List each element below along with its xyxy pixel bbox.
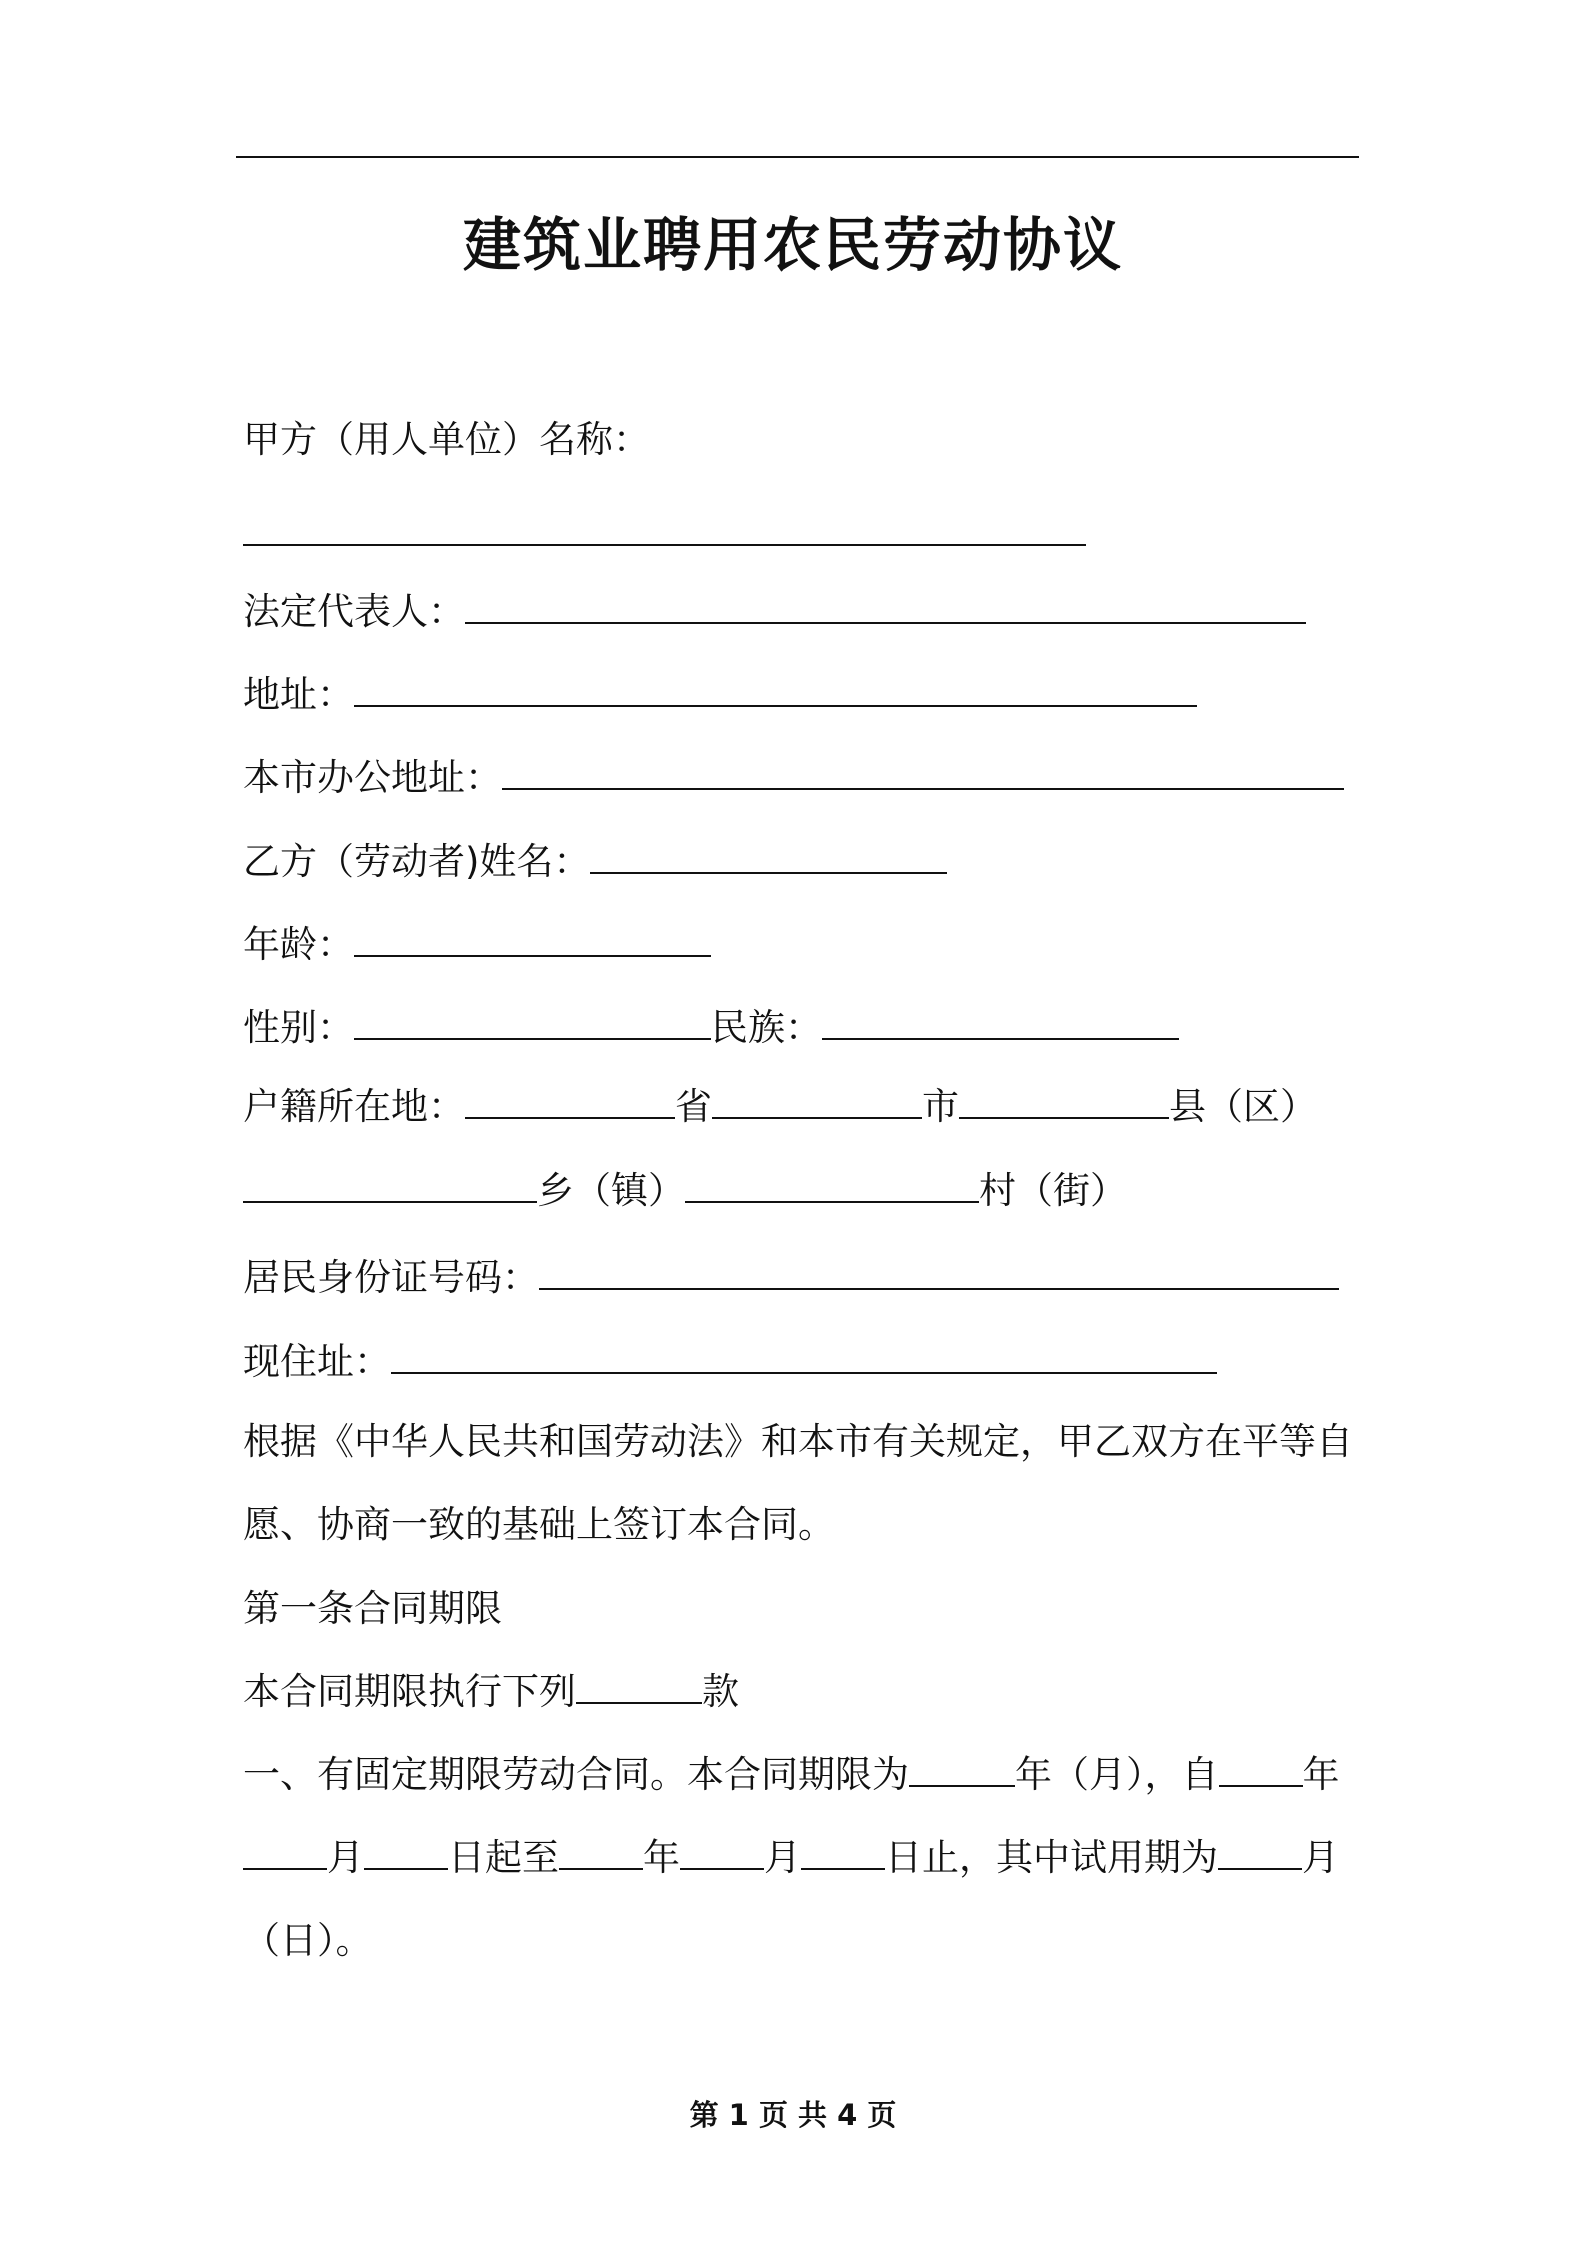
city-blank[interactable] bbox=[712, 1083, 922, 1119]
page-footer: 第 1 页 共 4 页 bbox=[689, 2098, 897, 2132]
household-line bbox=[243, 1082, 1317, 1132]
current-address-label: 现住址： bbox=[243, 1340, 391, 1383]
legal-rep-blank[interactable] bbox=[465, 588, 1306, 624]
term-length-blank[interactable] bbox=[909, 1751, 1015, 1787]
id-number-line bbox=[243, 1253, 1339, 1303]
year-label: 年 bbox=[643, 1836, 680, 1879]
legal-rep-line bbox=[243, 587, 1306, 637]
start-year-blank[interactable] bbox=[1219, 1751, 1303, 1787]
article1-select-prefix: 本合同期限执行下列 bbox=[243, 1670, 576, 1713]
city-label: 市 bbox=[922, 1085, 959, 1128]
party-b-name-blank[interactable] bbox=[590, 838, 947, 874]
party-b-name-label: 乙方（劳动者)姓名： bbox=[243, 840, 591, 883]
fixed-term-line bbox=[243, 1750, 1340, 1800]
legal-rep-label: 法定代表人： bbox=[243, 590, 465, 633]
party-a-name-line bbox=[243, 415, 650, 465]
article1-select-suffix: 款 bbox=[702, 1670, 739, 1713]
month-label: 月 bbox=[327, 1836, 364, 1879]
intro-line-2: 愿、协商一致的基础上签订本合同。 bbox=[243, 1503, 835, 1546]
village-label: 村（街） bbox=[979, 1169, 1127, 1212]
year-month-paren: 年（月），自 bbox=[1015, 1753, 1219, 1796]
age-blank[interactable] bbox=[354, 921, 711, 957]
start-day-blank[interactable] bbox=[364, 1834, 448, 1870]
town-blank[interactable] bbox=[243, 1167, 537, 1203]
age-line bbox=[243, 920, 711, 970]
village-blank[interactable] bbox=[685, 1167, 979, 1203]
id-number-blank[interactable] bbox=[539, 1254, 1339, 1290]
article1-select-line bbox=[243, 1667, 739, 1717]
end-year-blank[interactable] bbox=[559, 1834, 643, 1870]
address-line bbox=[243, 670, 1197, 720]
article1-clause-blank[interactable] bbox=[576, 1668, 702, 1704]
ethnicity-blank[interactable] bbox=[822, 1004, 1179, 1040]
end-month-blank[interactable] bbox=[680, 1834, 764, 1870]
day-from-label: 日起至 bbox=[448, 1836, 559, 1879]
gender-blank[interactable] bbox=[354, 1004, 711, 1040]
party-b-name-line bbox=[243, 837, 947, 887]
day-until-label: 日止，其中试用期为 bbox=[885, 1836, 1218, 1879]
gender-ethnicity-line bbox=[243, 1003, 1179, 1053]
province-label: 省 bbox=[675, 1085, 712, 1128]
address-label: 地址： bbox=[243, 673, 354, 716]
city-office-line bbox=[243, 753, 1344, 803]
header-rule bbox=[236, 156, 1359, 158]
article1-heading: 第一条合同期限 bbox=[243, 1587, 502, 1630]
month-label: 月 bbox=[1302, 1836, 1339, 1879]
end-day-blank[interactable] bbox=[801, 1834, 885, 1870]
current-address-line bbox=[243, 1337, 1217, 1387]
day-paren-line: （日）。 bbox=[243, 1919, 373, 1962]
id-number-label: 居民身份证号码： bbox=[243, 1256, 539, 1299]
month-label: 月 bbox=[764, 1836, 801, 1879]
town-label: 乡（镇） bbox=[537, 1169, 685, 1212]
gender-label: 性别： bbox=[243, 1006, 354, 1049]
fixed-term-prefix: 一、有固定期限劳动合同。本合同期限为 bbox=[243, 1753, 909, 1796]
household-label: 户籍所在地： bbox=[243, 1085, 465, 1128]
term-dates-line bbox=[243, 1833, 1339, 1883]
address-blank[interactable] bbox=[354, 671, 1197, 707]
town-village-line bbox=[243, 1166, 1127, 1216]
age-label: 年龄： bbox=[243, 923, 354, 966]
probation-blank[interactable] bbox=[1218, 1834, 1302, 1870]
city-office-blank[interactable] bbox=[502, 754, 1344, 790]
current-address-blank[interactable] bbox=[391, 1338, 1217, 1374]
document-title: 建筑业聘用农民劳动协议 bbox=[462, 211, 1123, 279]
county-blank[interactable] bbox=[959, 1083, 1169, 1119]
province-blank[interactable] bbox=[465, 1083, 675, 1119]
county-label: 县（区） bbox=[1169, 1085, 1317, 1128]
ethnicity-label: 民族： bbox=[711, 1006, 822, 1049]
start-month-blank[interactable] bbox=[243, 1834, 327, 1870]
city-office-label: 本市办公地址： bbox=[243, 756, 502, 799]
party-a-name-label: 甲方（用人单位）名称： bbox=[243, 418, 650, 461]
party-a-name-blank[interactable] bbox=[243, 544, 1086, 546]
intro-line-1: 根据《中华人民共和国劳动法》和本市有关规定，甲乙双方在平等自 bbox=[243, 1420, 1353, 1463]
year-label: 年 bbox=[1302, 1753, 1340, 1796]
